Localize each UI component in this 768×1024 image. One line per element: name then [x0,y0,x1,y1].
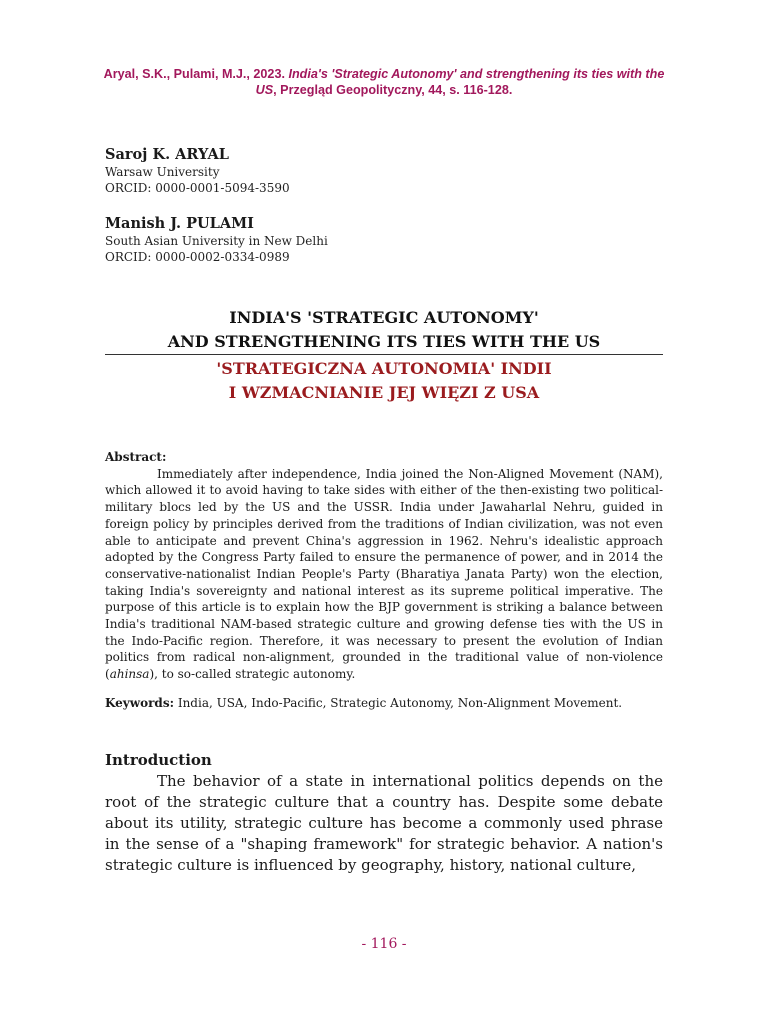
abstract-text-end: ), to so-called strategic autonomy. [149,667,356,682]
author-affiliation: South Asian University in New Delhi [105,234,328,248]
title-divider [105,354,663,355]
title-pl-line-2: I WZMACNIANIE JEJ WIĘZI Z USA [228,383,540,402]
title-pl-line-1: 'STRATEGICZNA AUTONOMIA' INDII [216,359,552,378]
keywords-text: India, USA, Indo-Pacific, Strategic Autonomy, Non-Alignment Movement. [174,696,623,710]
introduction-heading: Introduction [105,751,212,769]
citation-source: , Przegląd Geopolityczny, 44, s. 116-128. [273,83,513,97]
introduction-paragraph: The behavior of a state in international politics depends on the root of the strategic culture that a country has. Despite some debate about its utility, strategic culture has become a commonly used phrase in the sense of a "shaping framework" for strategic behavior. A nation's strategic culture is influenced by geography, history, national culture, [105,772,663,874]
abstract-italic-term: ahinsa [109,667,150,682]
keywords-section [105,695,663,711]
title-en-line-1: INDIA'S 'STRATEGIC AUTONOMY' [229,308,539,327]
citation-header [100,66,668,98]
author-orcid: ORCID: 0000-0002-0334-0989 [105,250,290,264]
author-name: Manish J. PULAMI [105,215,254,232]
keywords-label: Keywords: [105,696,175,710]
author-block-2 [105,215,328,265]
title-en-line-2: AND STRENGTHENING ITS TIES WITH THE US [167,332,601,351]
page-number: - 116 - [361,936,407,952]
citation-authors: Aryal, S.K., Pulami, M.J., 2023. [103,67,289,81]
abstract-text-main: Immediately after independence, India joined the Non-Aligned Movement (NAM), which allowed it to avoid having to take sides with either of the then-existing two political-military blocs led by the US and the USSR. India under Jawaharlal Nehru, guided in foreign policy by principles derived from the traditions of Indian civilization, was not even able to anticipate and prevent China's aggression in 1962. Nehru's idealistic approach adopted by the Congress Party failed to ensure the permanence of power, and in 2014 the conservative-nationalist Indian People's Party (Bharatiya Janata Party) won the election, taking India's sovereignty and national interest as its supreme political imperative. The purpose of this article is to explain how the BJP government is striking a balance between India's traditional NAM-based strategic culture and growing defense ties with the US in the Indo-Pacific region. Therefore, it was necessary to present the evolution of Indian politics from radical non-alignment, grounded in the traditional value of non-violence ( [105,466,663,682]
abstract-label: Abstract: [105,450,167,464]
abstract-text [105,466,663,683]
author-block-1 [105,146,290,196]
citation-title: India's 'Strategic Autonomy' and strengthening its ties with the US [255,67,665,97]
author-name: Saroj K. ARYAL [105,146,229,163]
introduction-section [105,750,663,876]
author-affiliation: Warsaw University [105,165,220,179]
title-block [105,306,663,405]
author-orcid: ORCID: 0000-0001-5094-3590 [105,181,290,195]
abstract-section [105,449,663,683]
